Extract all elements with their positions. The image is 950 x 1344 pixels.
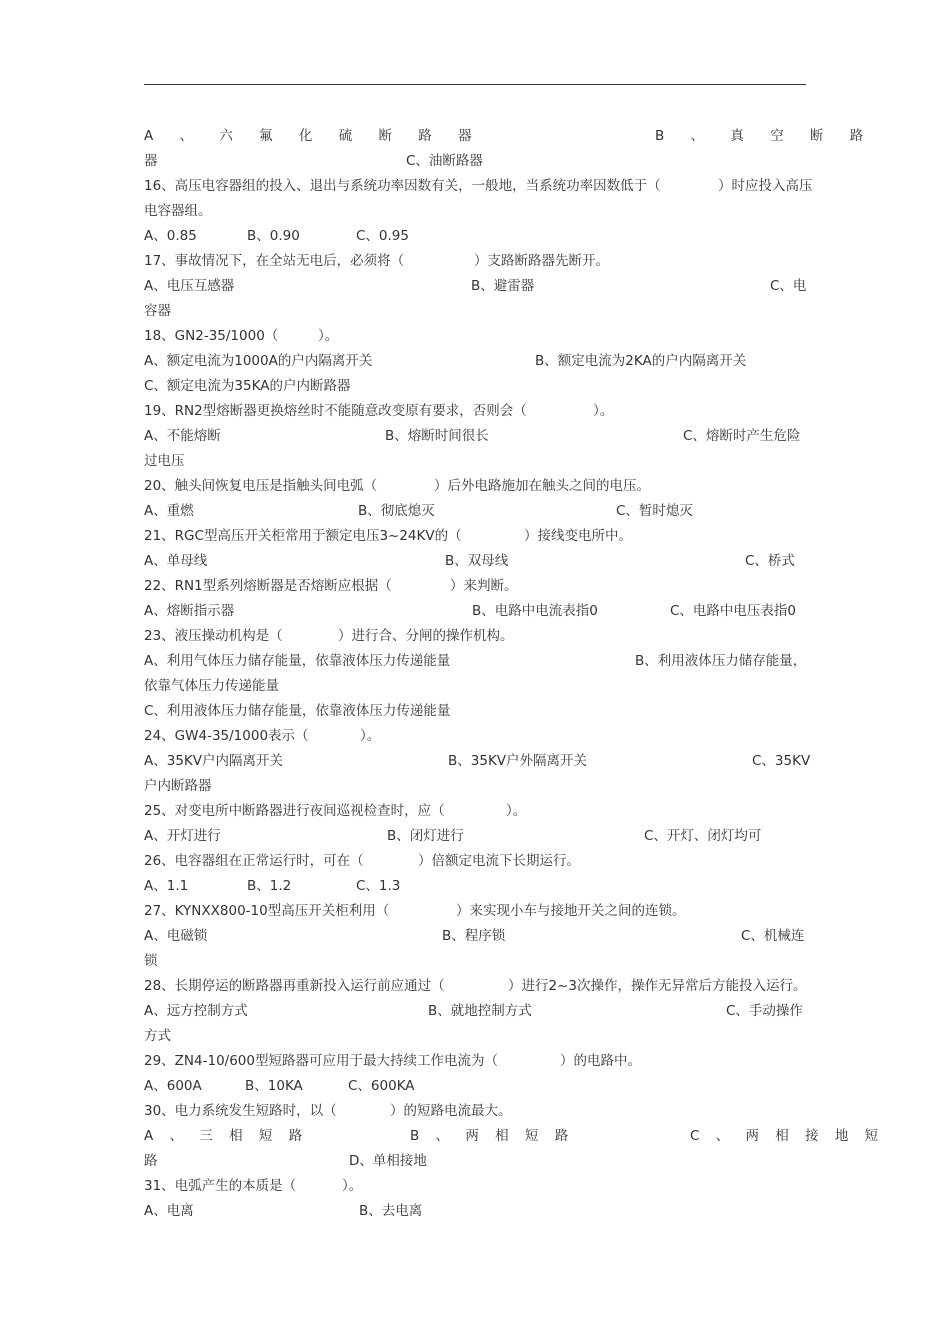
question-line: 23、液压操动机构是（ ）进行合、分闸的操作机构。 bbox=[144, 628, 514, 644]
options-line: A、1.1 B、1.2 C、1.3 bbox=[144, 878, 401, 894]
options-line: A、不能熔断 B、熔断时间很长 C、熔断时产生危险 bbox=[144, 428, 801, 444]
options-line: C、利用液体压力储存能量，依靠液体压力传递能量 bbox=[144, 703, 451, 719]
text-line: 锁 bbox=[144, 953, 158, 969]
question-line: 25、对变电所中断路器进行夜间巡视检查时，应（ ）。 bbox=[144, 803, 527, 819]
text-line: 电容器组。 bbox=[144, 203, 212, 219]
options-line: A、600A B、10KA C、600KA bbox=[144, 1078, 415, 1094]
question-line: 26、电容器组在正常运行时，可在（ ）倍额定电流下长期运行。 bbox=[144, 853, 580, 869]
text-line: 方式 bbox=[144, 1028, 171, 1044]
text-line: 容器 bbox=[144, 303, 171, 319]
options-line: A、开灯进行 B、闭灯进行 C、开灯、闭灯均可 bbox=[144, 828, 762, 844]
options-line: A、利用气体压力储存能量，依靠液体压力传递能量 B、利用液体压力储存能量， bbox=[144, 653, 807, 669]
text-line: A 、 六 氟 化 硫 断 路 器 B 、 真 空 断 路 bbox=[144, 128, 875, 144]
options-line: A、熔断指示器 B、电路中电流表指0 C、电路中电压表指0 bbox=[144, 603, 797, 619]
question-line: 28、长期停运的断路器再重新投入运行前应通过（ ）进行2~3次操作，操作无异常后方能投入运行。 bbox=[144, 978, 807, 994]
options-line: A、35KV户内隔离开关 B、35KV户外隔离开关 C、35KV bbox=[144, 753, 811, 769]
question-line: 17、事故情况下，在全站无电后，必须将（ ）支路断路器先断开。 bbox=[144, 253, 609, 269]
text-line: 过电压 bbox=[144, 453, 185, 469]
options-line: A、单母线 B、双母线 C、桥式 bbox=[144, 553, 795, 569]
options-line: A、额定电流为1000A的户内隔离开关 B、额定电流为2KA的户内隔离开关 bbox=[144, 353, 747, 369]
options-line: A、电压互感器 B、避雷器 C、电 bbox=[144, 278, 807, 294]
options-line: C、额定电流为35KA的户内断路器 bbox=[144, 378, 351, 394]
question-line: 29、ZN4-10/600型短路器可应用于最大持续工作电流为（ ）的电路中。 bbox=[144, 1053, 641, 1069]
options-line: A、远方控制方式 B、就地控制方式 C、手动操作 bbox=[144, 1003, 803, 1019]
question-line: 18、GN2-35/1000（ ）。 bbox=[144, 328, 339, 344]
options-line: 路 D、单相接地 bbox=[144, 1153, 427, 1169]
options-line: A、0.85 B、0.90 C、0.95 bbox=[144, 228, 409, 244]
options-line: A、电离 B、去电离 bbox=[144, 1203, 423, 1219]
question-line: 22、RN1型系列熔断器是否熔断应根据（ ）来判断。 bbox=[144, 578, 518, 594]
options-line: A、电磁锁 B、程序锁 C、机械连 bbox=[144, 928, 805, 944]
question-line: 16、高压电容器组的投入、退出与系统功率因数有关，一般地，当系统功率因数低于（ ）时应投入高压 bbox=[144, 178, 813, 194]
options-line: A 、 三 相 短 路 B 、 两 相 短 路 C 、 两 相 接 地 短 bbox=[144, 1128, 885, 1144]
question-line: 27、KYNXX800-10型高压开关柜利用（ ）来实现小车与接地开关之间的连锁。 bbox=[144, 903, 686, 919]
text-line: 户内断路器 bbox=[144, 778, 212, 794]
question-line: 31、电弧产生的本质是（ ）。 bbox=[144, 1178, 363, 1194]
text-line: 器 C、油断路器 bbox=[144, 153, 483, 169]
header-rule bbox=[144, 84, 806, 85]
options-line: A、重燃 B、彻底熄灭 C、暂时熄灭 bbox=[144, 503, 693, 519]
text-line: 依靠气体压力传递能量 bbox=[144, 678, 279, 694]
question-line: 24、GW4-35/1000表示（ ）。 bbox=[144, 728, 381, 744]
question-line: 20、触头间恢复电压是指触头间电弧（ ）后外电路施加在触头之间的电压。 bbox=[144, 478, 650, 494]
question-line: 30、电力系统发生短路时，以（ ）的短路电流最大。 bbox=[144, 1103, 512, 1119]
question-line: 19、RN2型熔断器更换熔丝时不能随意改变原有要求，否则会（ ）。 bbox=[144, 403, 614, 419]
question-line: 21、RGC型高压开关柜常用于额定电压3~24KV的（ ）接线变电所中。 bbox=[144, 528, 632, 544]
